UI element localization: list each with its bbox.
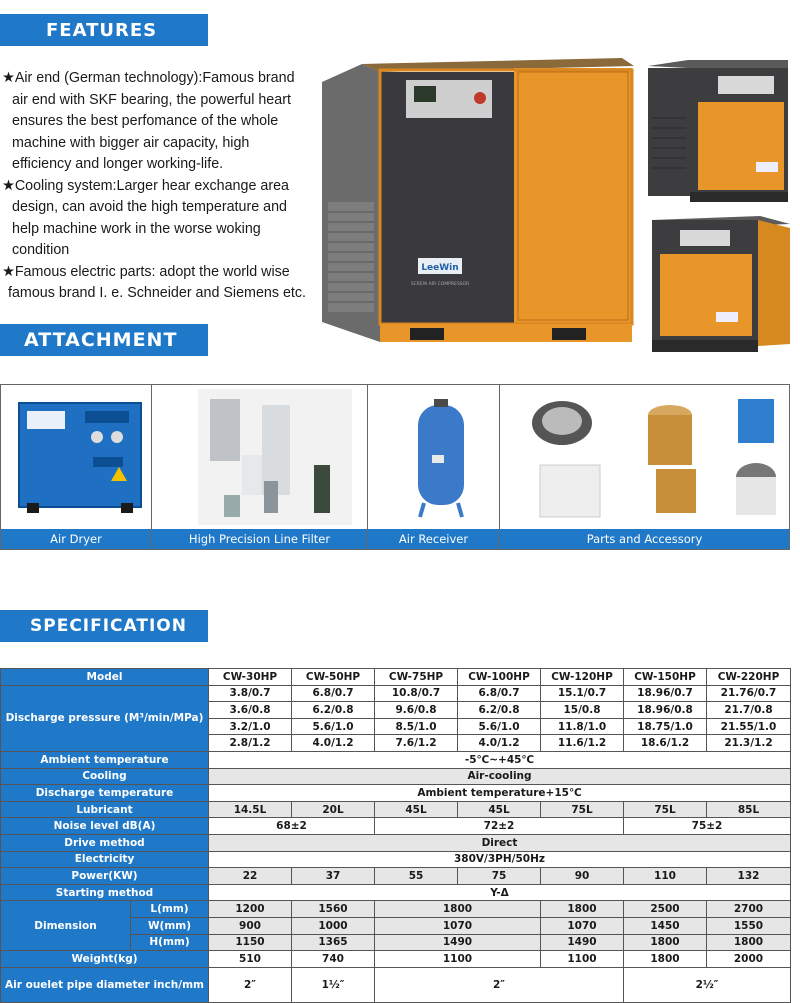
table-cell: 740 (292, 951, 375, 968)
table-cell: 1490 (375, 934, 541, 951)
electricity-value: 380V/3PH/50Hz (209, 851, 791, 868)
table-cell: 1200 (209, 901, 292, 918)
table-cell: 2000 (707, 951, 791, 968)
ambient-value: -5℃~+45℃ (209, 751, 791, 768)
cooling-label: Cooling (1, 768, 209, 785)
specification-banner (0, 610, 208, 642)
brand-logo: LeeWin (421, 263, 459, 273)
table-cell: 8.5/1.0 (375, 718, 458, 735)
specification-title: SPECIFICATION (30, 616, 187, 636)
table-cell: 2.8/1.2 (209, 735, 292, 752)
table-row (1, 685, 791, 702)
table-cell: 1800 (541, 901, 624, 918)
table-cell: 5.6/1.0 (292, 718, 375, 735)
parts-accessory-image (500, 385, 789, 529)
air-receiver-image (368, 385, 500, 529)
table-row (1, 951, 791, 968)
table-cell: 1490 (541, 934, 624, 951)
table-cell: 21.55/1.0 (707, 718, 791, 735)
table-cell: 10.8/0.7 (375, 685, 458, 702)
table-cell: 1150 (209, 934, 292, 951)
table-cell: 5.6/1.0 (458, 718, 541, 735)
table-cell: 22 (209, 868, 292, 885)
table-cell: 1560 (292, 901, 375, 918)
discharge-temp-label: Discharge temperature (1, 785, 209, 802)
table-cell: 75L (541, 801, 624, 818)
outlet-label: Air ouelet pipe diameter inch/mm (1, 967, 209, 1002)
table-cell: 2500 (624, 901, 707, 918)
caption-line-filter: High Precision Line Filter (152, 529, 367, 549)
lubricant-label: Lubricant (1, 801, 209, 818)
table-cell: 1800 (624, 951, 707, 968)
table-cell: 15.1/0.7 (541, 685, 624, 702)
table-cell: 18.75/1.0 (624, 718, 707, 735)
table-cell: 3.8/0.7 (209, 685, 292, 702)
compressor-main-image (322, 52, 640, 352)
table-cell: 9.6/0.8 (375, 702, 458, 719)
starting-value: Y-Δ (209, 884, 791, 901)
drive-value: Direct (209, 834, 791, 851)
table-cell: 1365 (292, 934, 375, 951)
table-cell: 4.0/1.2 (292, 735, 375, 752)
model-label: SCREW AIR COMPRESSOR (410, 282, 470, 287)
table-cell: 15/0.8 (541, 702, 624, 719)
feature-line: condition (12, 242, 70, 258)
starting-label: Starting method (1, 884, 209, 901)
feature-line: ★Famous electric parts: adopt the world wise (2, 263, 290, 280)
table-cell: 3.6/0.8 (209, 702, 292, 719)
dimension-label: Dimension (1, 901, 131, 951)
table-row (1, 834, 791, 851)
table-cell: 72±2 (375, 818, 624, 835)
discharge-pressure-label: Discharge pressure (M³/min/MPa) (1, 685, 209, 751)
table-cell: 45L (375, 801, 458, 818)
weight-label: Weight(kg) (1, 951, 209, 968)
attachment-air-receiver (368, 385, 500, 549)
table-cell: 11.8/1.0 (541, 718, 624, 735)
feature-line: efficiency and longer working-life. (12, 156, 224, 172)
header-model: Model (1, 669, 209, 686)
table-row (1, 801, 791, 818)
table-cell: 3.2/1.0 (209, 718, 292, 735)
drive-label: Drive method (1, 834, 209, 851)
feature-line: air end with SKF bearing, the powerful heart (12, 91, 291, 108)
table-row (1, 768, 791, 785)
header-cell: CW-75HP (375, 669, 458, 686)
table-cell: 1070 (375, 917, 541, 934)
features-banner (0, 14, 208, 46)
table-cell: 1½″ (292, 967, 375, 1002)
features-title: FEATURES (46, 19, 158, 41)
table-row (1, 669, 791, 686)
table-cell: 1100 (375, 951, 541, 968)
table-cell: 55 (375, 868, 458, 885)
table-cell: 1450 (624, 917, 707, 934)
feature-line: ensures the best perfomance of the whole (12, 113, 279, 129)
table-cell: 21.7/0.8 (707, 702, 791, 719)
dim-l-label: L(mm) (131, 901, 209, 918)
table-cell: 6.8/0.7 (458, 685, 541, 702)
power-label: Power(KW) (1, 868, 209, 885)
table-cell: 75±2 (624, 818, 791, 835)
table-cell: 132 (707, 868, 791, 885)
table-cell: 20L (292, 801, 375, 818)
table-cell: 900 (209, 917, 292, 934)
table-cell: 2½″ (624, 967, 791, 1002)
feature-line: ★Cooling system:Larger hear exchange area (2, 177, 289, 194)
feature-line: design, can avoid the high temperature and (12, 199, 288, 215)
table-cell: 18.6/1.2 (624, 735, 707, 752)
table-row (1, 818, 791, 835)
table-cell: 6.8/0.7 (292, 685, 375, 702)
table-cell: 2″ (375, 967, 624, 1002)
electricity-label: Electricity (1, 851, 209, 868)
table-cell: 6.2/0.8 (458, 702, 541, 719)
caption-parts: Parts and Accessory (500, 529, 789, 549)
table-cell: 1100 (541, 951, 624, 968)
air-dryer-image (1, 385, 152, 529)
table-cell: 1800 (707, 934, 791, 951)
header-cell: CW-220HP (707, 669, 791, 686)
table-cell: 90 (541, 868, 624, 885)
table-row (1, 884, 791, 901)
header-cell: CW-100HP (458, 669, 541, 686)
dim-w-label: W(mm) (131, 917, 209, 934)
cooling-value: Air-cooling (209, 768, 791, 785)
caption-air-receiver: Air Receiver (368, 529, 499, 549)
table-cell: 18.96/0.7 (624, 685, 707, 702)
noise-label: Noise level dB(A) (1, 818, 209, 835)
table-cell: 11.6/1.2 (541, 735, 624, 752)
table-cell: 4.0/1.2 (458, 735, 541, 752)
table-cell: 68±2 (209, 818, 375, 835)
caption-air-dryer: Air Dryer (1, 529, 151, 549)
table-row (1, 868, 791, 885)
table-row (1, 851, 791, 868)
discharge-temp-value: Ambient temperature+15℃ (209, 785, 791, 802)
table-cell: 1550 (707, 917, 791, 934)
features-text (2, 68, 324, 305)
table-cell: 2″ (209, 967, 292, 1002)
specification-table (0, 668, 791, 1003)
feature-line: machine with bigger air capacity, high (12, 134, 250, 151)
header-cell: CW-150HP (624, 669, 707, 686)
table-cell: 1070 (541, 917, 624, 934)
table-cell: 45L (458, 801, 541, 818)
table-cell: 75L (624, 801, 707, 818)
feature-line: ★Air end (German technology):Famous brand (2, 70, 295, 86)
attachment-air-dryer (1, 385, 152, 549)
attachment-title: ATTACHMENT (24, 329, 178, 351)
header-cell: CW-120HP (541, 669, 624, 686)
attachment-banner (0, 324, 208, 356)
table-cell: 21.3/1.2 (707, 735, 791, 752)
attachment-line-filter (152, 385, 368, 549)
attachment-strip (0, 384, 790, 550)
feature-line: famous brand I. e. Schneider and Siemens etc. (8, 285, 307, 301)
table-cell: 18.96/0.8 (624, 702, 707, 719)
header-cell: CW-50HP (292, 669, 375, 686)
table-cell: 6.2/0.8 (292, 702, 375, 719)
table-cell: 37 (292, 868, 375, 885)
table-cell: 1800 (375, 901, 541, 918)
header-cell: CW-30HP (209, 669, 292, 686)
table-cell: 1800 (624, 934, 707, 951)
table-cell: 2700 (707, 901, 791, 918)
table-cell: 510 (209, 951, 292, 968)
dim-h-label: H(mm) (131, 934, 209, 951)
table-row (1, 901, 791, 918)
feature-line: help machine work in the worse woking (12, 220, 261, 237)
compressor-small-image-2 (652, 214, 790, 354)
table-row (1, 751, 791, 768)
compressor-small-image-1 (648, 58, 790, 204)
table-cell: 1000 (292, 917, 375, 934)
ambient-label: Ambient temperature (1, 751, 209, 768)
line-filter-image (152, 385, 368, 529)
table-cell: 75 (458, 868, 541, 885)
table-cell: 85L (707, 801, 791, 818)
table-cell: 7.6/1.2 (375, 735, 458, 752)
table-row (1, 785, 791, 802)
table-row (1, 967, 791, 1002)
table-cell: 21.76/0.7 (707, 685, 791, 702)
table-cell: 14.5L (209, 801, 292, 818)
attachment-parts (500, 385, 789, 549)
table-cell: 110 (624, 868, 707, 885)
